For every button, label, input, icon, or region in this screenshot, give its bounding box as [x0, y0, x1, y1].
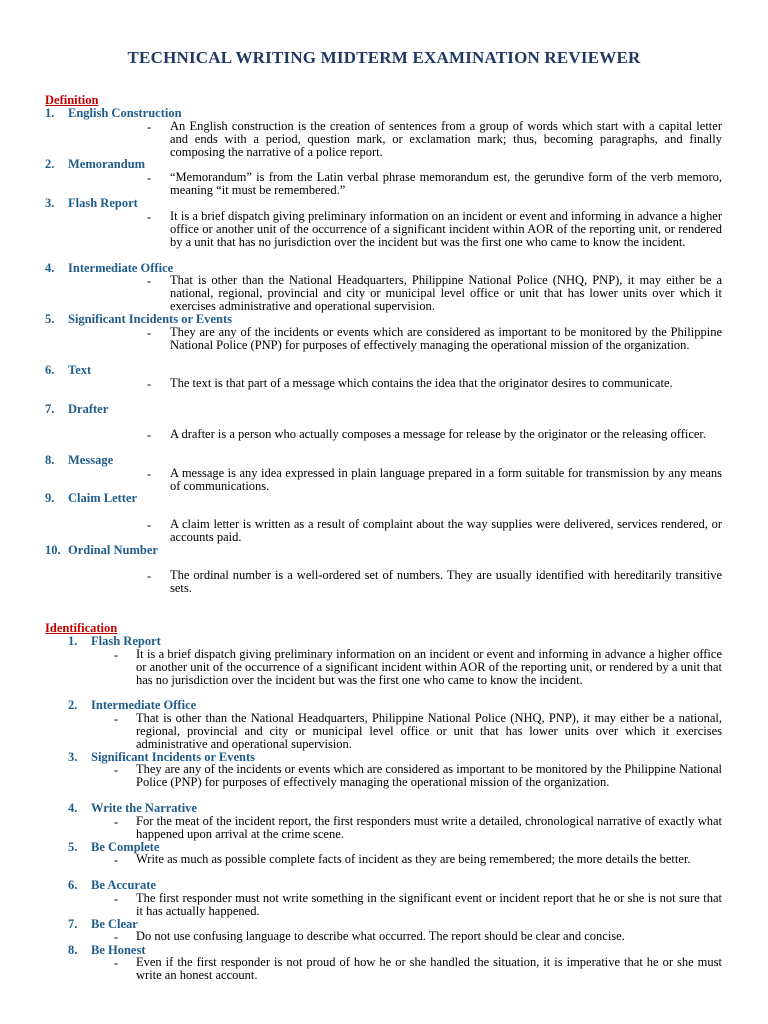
item-number: 2.: [68, 698, 78, 712]
definition-text: The ordinal number is a well-ordered set of numbers. They are usually identified with hereditarily transitive sets.: [170, 568, 722, 595]
term-label: Intermediate Office: [68, 261, 174, 275]
term-label: Write the Narrative: [91, 801, 197, 815]
term-label: Significant Incidents or Events: [91, 750, 256, 764]
item-number: 7.: [45, 402, 55, 416]
identification-text: It is a brief dispatch giving preliminary information on an incident or event and informing in advance a higher office or another unit of the occurrence of a significant incident within AOR of the reporting unit, or rendered by a unit that has no jurisdiction over the incident but was the first one who came to know the incident.: [136, 647, 722, 687]
definition-text: A drafter is a person who actually composes a message for release by the originator or the releasing officer.: [170, 427, 707, 441]
bullet-dash: -: [147, 326, 152, 340]
definition-heading: Definition: [45, 93, 99, 107]
item-number: 6.: [45, 363, 55, 377]
identification-text: That is other than the National Headquarters, Philippine National Police (NHQ, PNP), it may either be a national, regional, provincial and city or municipal level office or unit that has lower units over which it exercises administrative and operational supervision.: [136, 711, 722, 751]
item-number: 4.: [45, 261, 55, 275]
term-label: English Construction: [68, 106, 182, 120]
identification-text: Do not use confusing language to describe what occurred. The report should be clear and concise.: [136, 929, 625, 943]
term-label: Drafter: [68, 402, 109, 416]
item-number: 7.: [68, 917, 78, 931]
identification-term: [68, 943, 146, 958]
bullet-dash: -: [114, 712, 119, 726]
term-label: Be Clear: [91, 917, 138, 931]
definition-term: [45, 543, 158, 558]
item-number: 4.: [68, 801, 78, 815]
term-label: Intermediate Office: [91, 698, 197, 712]
term-label: Ordinal Number: [68, 543, 158, 557]
bullet-dash: -: [147, 377, 152, 391]
item-number: 10.: [45, 543, 61, 557]
bullet-dash: -: [147, 120, 152, 134]
item-number: 5.: [45, 312, 55, 326]
bullet-dash: -: [114, 648, 119, 662]
definition-text: “Memorandum” is from the Latin verbal phrase memorandum est, the gerundive form of the verb memoro, meaning “it must be remembered.”: [170, 170, 722, 197]
term-label: Memorandum: [68, 157, 146, 171]
item-number: 3.: [45, 196, 55, 210]
item-number: 8.: [68, 943, 78, 957]
term-label: Flash Report: [91, 634, 161, 648]
definition-term: [45, 106, 182, 121]
term-label: Flash Report: [68, 196, 138, 210]
bullet-dash: -: [147, 569, 152, 583]
identification-text: For the meat of the incident report, the first responders must write a detailed, chronological narrative of exactly what happened upon arrival at the crime scene.: [136, 814, 722, 841]
bullet-dash: -: [114, 892, 119, 906]
bullet-dash: -: [114, 956, 119, 970]
term-label: Significant Incidents or Events: [68, 312, 233, 326]
item-number: 6.: [68, 878, 78, 892]
bullet-dash: -: [114, 930, 119, 944]
identification-text: Write as much as possible complete facts of incident as they are being remembered; the more details the better.: [136, 852, 691, 866]
document-title: TECHNICAL WRITING MIDTERM EXAMINATION REVIEWER: [127, 48, 641, 67]
bullet-dash: -: [147, 467, 152, 481]
bullet-dash: -: [147, 171, 152, 185]
bullet-dash: -: [147, 274, 152, 288]
item-number: 1.: [45, 106, 55, 120]
definition-term: [45, 453, 113, 468]
definition-text: That is other than the National Headquarters, Philippine National Police (NHQ, PNP), it may either be a national, regional, provincial and city or municipal level office or unit that has lower units over which it exercises administrative and operational supervision.: [170, 273, 722, 313]
identification-text: Even if the first responder is not proud of how he or she handled the situation, it is imperative that he or she must write an honest account.: [136, 955, 722, 982]
term-label: Be Accurate: [91, 878, 156, 892]
term-label: Claim Letter: [68, 491, 138, 505]
term-label: Message: [68, 453, 114, 467]
identification-text: The first responder must not write something in the significant event or incident report that he or she is not sure that it has actually happened.: [136, 891, 722, 918]
definition-term: [45, 491, 137, 506]
definition-term: [45, 363, 91, 378]
bullet-dash: -: [147, 518, 152, 532]
item-number: 9.: [45, 491, 55, 505]
bullet-dash: -: [114, 853, 119, 867]
item-number: 3.: [68, 750, 78, 764]
definition-text: It is a brief dispatch giving preliminary information on an incident or event and informing in advance a higher office or another unit of the occurrence of a significant incident within AOR of the reporting unit, or rendered by a unit that has no jurisdiction over the incident but was the first one who came to know the incident.: [170, 209, 722, 249]
definition-term: [45, 196, 138, 211]
identification-term: [68, 917, 138, 932]
definition-term: [45, 157, 145, 172]
item-number: 8.: [45, 453, 55, 467]
identification-text: They are any of the incidents or events which are considered as important to be monitored by the Philippine National Police (PNP) for purposes of effectively managing the operational mission of the organization.: [136, 762, 722, 789]
item-number: 2.: [45, 157, 55, 171]
term-label: Text: [68, 363, 92, 377]
definition-term: [45, 402, 108, 417]
bullet-dash: -: [147, 428, 152, 442]
definition-text: The text is that part of a message which contains the idea that the originator desires to communicate.: [170, 376, 673, 390]
item-number: 5.: [68, 840, 78, 854]
bullet-dash: -: [147, 210, 152, 224]
term-label: Be Complete: [91, 840, 160, 854]
definition-text: An English construction is the creation of sentences from a group of words which start with a capital letter and ends with a period, question mark, or exclamation mark; thus, becoming paragraphs, and finally composing the narrative of a police report.: [170, 119, 722, 159]
term-label: Be Honest: [91, 943, 146, 957]
item-number: 1.: [68, 634, 78, 648]
definition-text: A claim letter is written as a result of complaint about the way supplies were delivered, services rendered, or accounts paid.: [170, 517, 722, 544]
definition-text: A message is any idea expressed in plain language prepared in a form suitable for transmission by any means of communications.: [170, 466, 722, 493]
definition-term: [45, 261, 173, 276]
definition-text: They are any of the incidents or events which are considered as important to be monitored by the Philippine National Police (PNP) for purposes of effectively managing the operational mission of the organization.: [170, 325, 722, 352]
identification-heading: Identification: [45, 621, 118, 635]
bullet-dash: -: [114, 763, 119, 777]
bullet-dash: -: [114, 815, 119, 829]
